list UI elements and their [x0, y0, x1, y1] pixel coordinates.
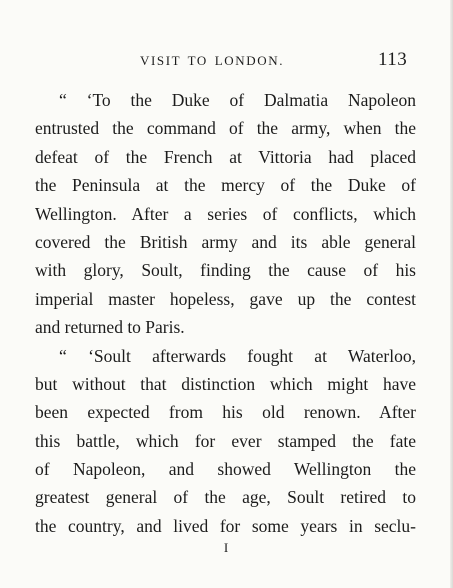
text-line: this battle, which for ever stamped the fate [35, 430, 416, 451]
signature-mark: I [223, 540, 230, 555]
body-text [35, 86, 416, 540]
text-line: but without that distinction which might have [35, 373, 416, 394]
text-line: Wellington. After a series of conflicts, which [35, 203, 416, 224]
text-line: entrusted the command of the army, when the [35, 118, 416, 139]
running-title: VISIT TO LONDON. [140, 53, 285, 68]
text-line: greatest general of the age, Soult retired to [35, 487, 416, 508]
text-line: “ ‘Soult afterwards fought at Waterloo, [59, 345, 416, 366]
text-line: been expected from his old renown. After [35, 402, 416, 423]
text-line: and returned to Paris. [35, 317, 185, 338]
text-line: the Peninsula at the mercy of the Duke of [35, 175, 416, 196]
text-line: imperial master hopeless, gave up the contest [35, 288, 416, 309]
text-line: “ ‘To the Duke of Dalmatia Napoleon [59, 90, 416, 110]
running-head [0, 50, 453, 72]
text-line: the country, and lived for some years in seclu- [35, 515, 416, 536]
text-line: of Napoleon, and showed Wellington the [35, 459, 416, 480]
text-line: with glory, Soult, finding the cause of his [35, 260, 416, 281]
page-number: 113 [378, 49, 408, 70]
text-line: defeat of the French at Vittoria had placed [35, 146, 416, 167]
text-line: covered the British army and its able general [35, 231, 416, 252]
